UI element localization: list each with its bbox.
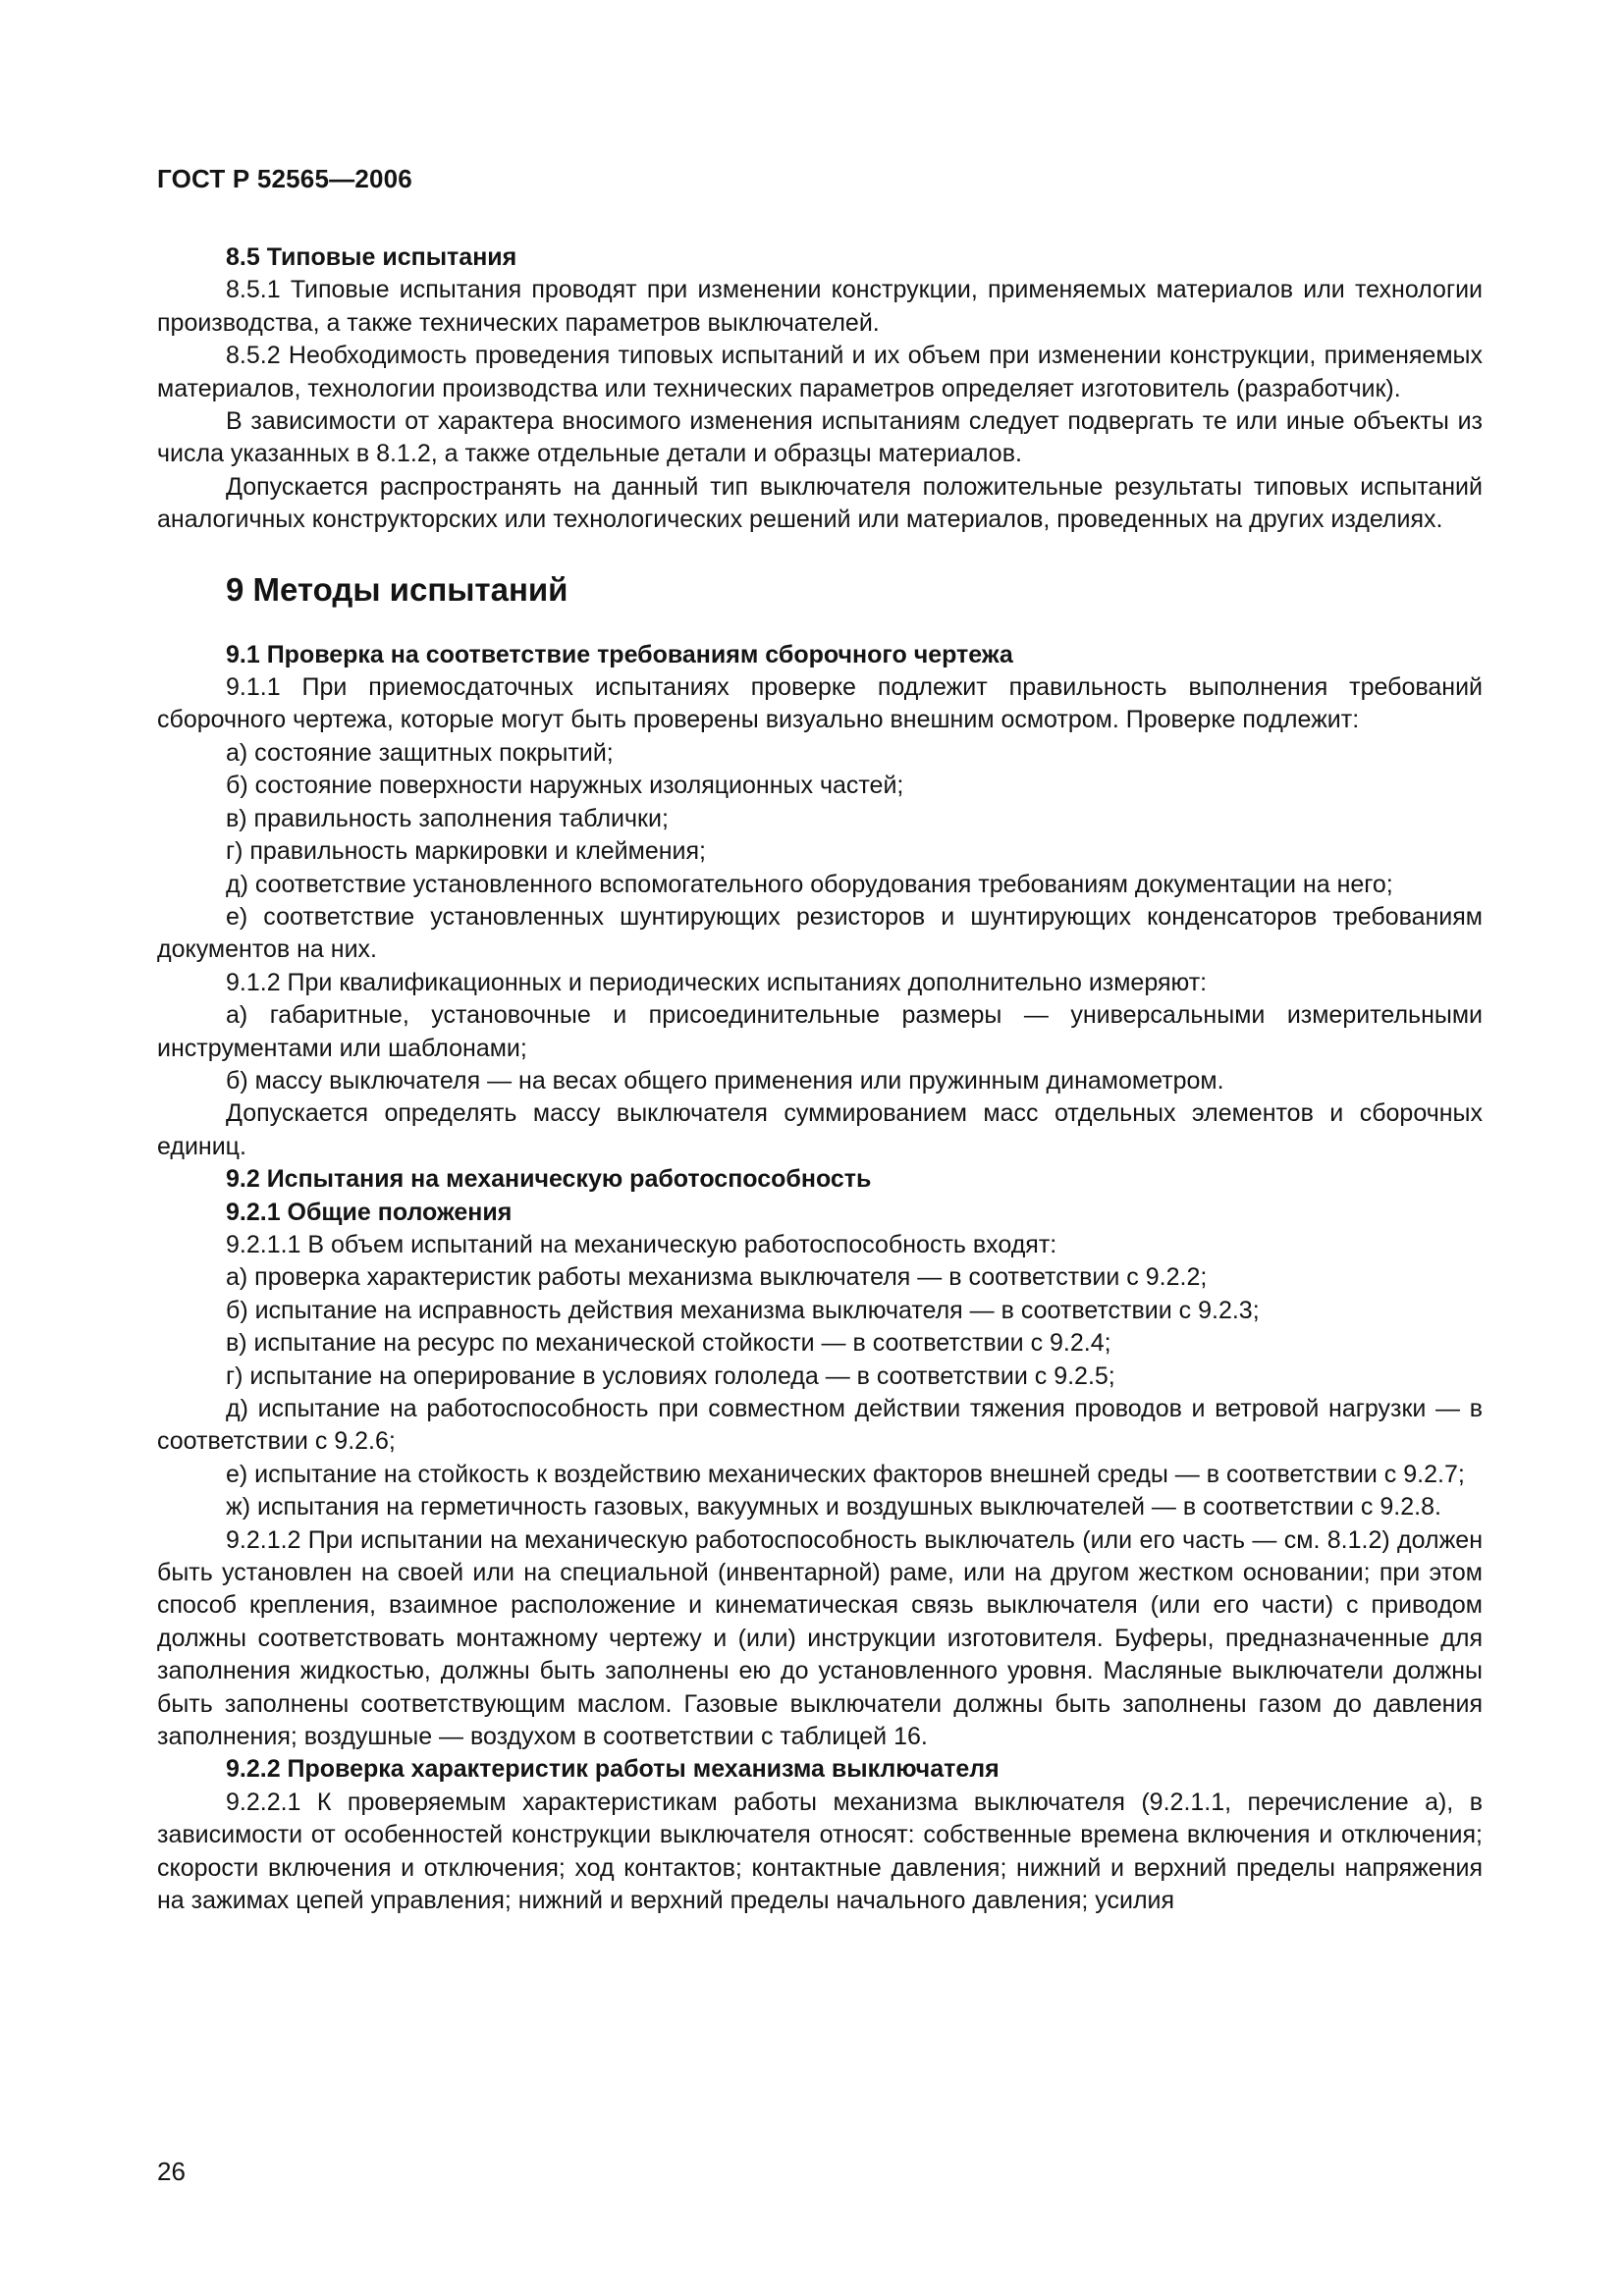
paragraph: д) соответствие установленного вспомогательного оборудования требованиям документации на него;: [226, 870, 1393, 898]
paragraph: 8.5.2 Необходимость проведения типовых испытаний и их объем при изменении конструкции, применяемых материалов, технологии производства или технических параметров определяет изготовитель (разработчик).: [157, 342, 1483, 402]
paragraph: Допускается определять массу выключателя суммированием масс отдельных элементов и сборочных единиц.: [157, 1099, 1483, 1160]
subsection-heading: 9.2.1 Общие положения: [226, 1198, 513, 1226]
document-body: [157, 241, 1483, 1918]
paragraph: г) правильность маркировки и клеймения;: [226, 837, 706, 866]
subsection-heading: 9.2 Испытания на механическую работоспособность: [226, 1165, 872, 1194]
section-heading: 9 Методы испытаний: [226, 570, 568, 608]
paragraph: г) испытание на оперирование в условиях гололеда — в соответствии с 9.2.5;: [226, 1362, 1115, 1390]
subsection-heading: 9.1 Проверка на соответствие требованиям сборочного чертежа: [226, 640, 1013, 668]
paragraph: в) правильность заполнения таблички;: [226, 804, 669, 832]
paragraph: а) проверка характеристик работы механизма выключателя — в соответствии с 9.2.2;: [226, 1263, 1208, 1292]
paragraph: б) массу выключателя — на весах общего применения или пружинным динамометром.: [226, 1066, 1224, 1095]
paragraph: В зависимости от характера вносимого изменения испытаниям следует подвергать те или иные объекты из числа указанных в 8.1.2, а также отдельные детали и образцы материалов.: [157, 407, 1483, 468]
paragraph: е) испытание на стойкость к воздействию механических факторов внешней среды — в соответствии с 9.2.7;: [226, 1460, 1465, 1488]
paragraph: 9.2.1.2 При испытании на механическую работоспособность выключатель (или его часть — см. 8.1.2) должен быть установлен на своей или на специальной (инвентарной) раме, или на другом жестком основании; при этом способ крепления, взаимное расположение и кинематическая связь выключателя (или его части) с приводом должны соответствовать монтажному чертежу и (или) инструкции изготовителя. Буферы, предназначенные для заполнения жидкостью, должны быть заполнены ею до установленного уровня. Масляные выключатели должны быть заполнены соответствующим маслом. Газовые выключатели должны быть заполнены газом до давления заполнения; воздушные — воздухом в соответствии с таблицей 16.: [157, 1525, 1483, 1751]
paragraph: Допускается распространять на данный тип выключателя положительные результаты типовых испытаний аналогичных конструкторских или технологических решений или материалов, проведенных на других изделиях.: [157, 472, 1483, 534]
paragraph: 9.2.2.1 К проверяемым характеристикам работы механизма выключателя (9.2.1.1, перечисление а), в зависимости от особенностей конструкции выключателя относят: собственные времена включения и отключения; скорости включения и отключения; ход контактов; контактные давления; нижний и верхний пределы напряжения на зажимах цепей управления; нижний и верхний пределы начального давления; усилия: [157, 1788, 1483, 1915]
page-number: 26: [157, 2157, 186, 2186]
paragraph: 8.5.1 Типовые испытания проводят при изменении конструкции, применяемых материалов или технологии производства, а также технических параметров выключателей.: [157, 276, 1483, 337]
paragraph: б) состояние поверхности наружных изоляционных частей;: [226, 772, 904, 800]
paragraph: 9.1.2 При квалификационных и периодических испытаниях дополнительно измеряют:: [226, 968, 1208, 996]
paragraph: 9.1.1 При приемосдаточных испытаниях проверке подлежит правильность выполнения требований сборочного чертежа, которые могут быть проверены визуально внешним осмотром. Проверке подлежит:: [157, 673, 1483, 734]
paragraph: д) испытание на работоспособность при совместном действии тяжения проводов и ветровой нагрузки — в соответствии с 9.2.6;: [157, 1395, 1483, 1456]
subsection-heading: 9.2.2 Проверка характеристик работы механизма выключателя: [226, 1755, 1000, 1784]
subsection-heading: 8.5 Типовые испытания: [226, 243, 517, 271]
paragraph: б) испытание на исправность действия механизма выключателя — в соответствии с 9.2.3;: [226, 1296, 1260, 1324]
document-header: ГОСТ Р 52565—2006: [157, 164, 412, 193]
paragraph: е) соответствие установленных шунтирующих резисторов и шунтирующих конденсаторов требованиям документов на них.: [157, 902, 1483, 964]
paragraph: 9.2.1.1 В объем испытаний на механическую работоспособность входят:: [226, 1230, 1057, 1258]
paragraph: а) состояние защитных покрытий;: [226, 738, 614, 767]
paragraph: в) испытание на ресурс по механической стойкости — в соответствии с 9.2.4;: [226, 1329, 1111, 1358]
paragraph: а) габаритные, установочные и присоединительные размеры — универсальными измерительными инструментами или шаблонами;: [157, 1001, 1483, 1062]
paragraph: ж) испытания на герметичность газовых, вакуумных и воздушных выключателей — в соответствии с 9.2.8.: [226, 1493, 1441, 1522]
